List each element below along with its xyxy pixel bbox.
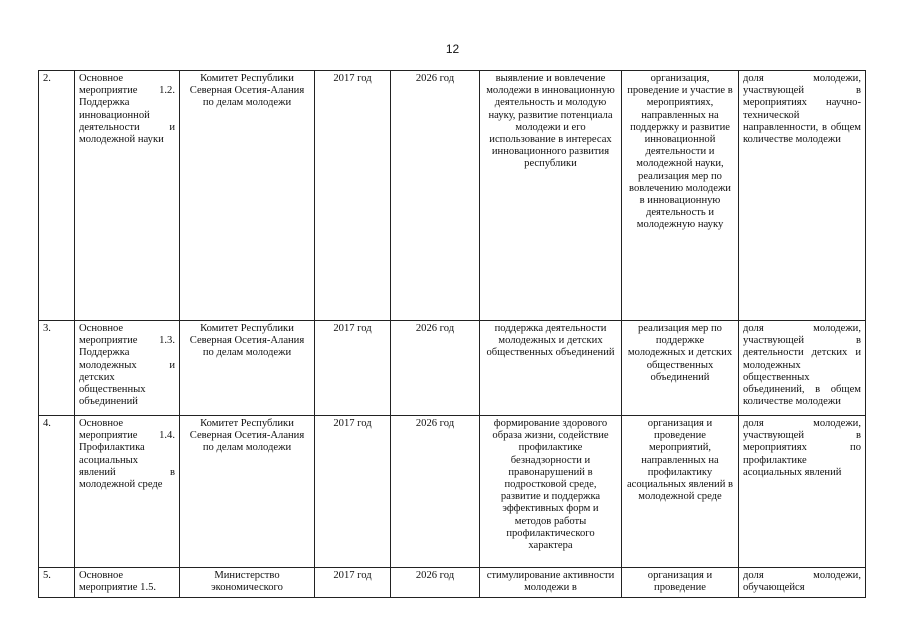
row-number: 3. [39,321,75,416]
activity-name: Основное мероприятие 1.2. Поддержка инновационной деятельности и молодежной науки [75,71,180,321]
main-actions: организация и проведение [622,568,739,598]
table-row [39,416,866,568]
indicator: доля молодежи, участвующей в мероприятиях научно-технической направленности, в общем количестве молодежи [739,71,866,321]
main-actions: реализация мер по поддержке молодежных и детских общественных объединений [622,321,739,416]
executor: Комитет Республики Северная Осетия-Алания по делам молодежи [180,416,315,568]
main-actions: организация и проведение мероприятий, направленных на профилактику асоциальных явлений в молодежной среде [622,416,739,568]
program-activities-table [38,70,866,598]
expected-result: формирование здорового образа жизни, содействие профилактике безнадзорности и правонарушений в подростковой среде, развитие и поддержка эффективных форм и методов работы профилактического характера [480,416,622,568]
executor: Комитет Республики Северная Осетия-Алания по делам молодежи [180,321,315,416]
end-year: 2026 год [391,71,480,321]
indicator: доля молодежи, участвующей в деятельности детских и молодежных общественных объединений, в общем количестве молодежи [739,321,866,416]
indicator: доля молодежи, обучающейся [739,568,866,598]
expected-result: стимулирование активности молодежи в [480,568,622,598]
main-actions: организация, проведение и участие в мероприятиях, направленных на поддержку и развитие инновационной деятельности и молодежной науки, реализация мер по вовлечению молодежи в инновационную деятельность и молодежную науку [622,71,739,321]
start-year: 2017 год [315,321,391,416]
row-number: 5. [39,568,75,598]
end-year: 2026 год [391,416,480,568]
activity-name: Основное мероприятие 1.4. Профилактика асоциальных явлений в молодежной среде [75,416,180,568]
page-number: 12 [445,42,460,56]
executor: Министерство экономического [180,568,315,598]
activity-name: Основное мероприятие 1.5. [75,568,180,598]
expected-result: поддержка деятельности молодежных и детских общественных объединений [480,321,622,416]
start-year: 2017 год [315,568,391,598]
expected-result: выявление и вовлечение молодежи в инновационную деятельность и молодую науку, развитие потенциала молодежи и его использование в интересах инновационного развития республики [480,71,622,321]
start-year: 2017 год [315,416,391,568]
table-row [39,568,866,598]
end-year: 2026 год [391,568,480,598]
end-year: 2026 год [391,321,480,416]
activity-name: Основное мероприятие 1.3. Поддержка молодежных и детских общественных объединений [75,321,180,416]
table-row [39,71,866,321]
row-number: 4. [39,416,75,568]
table-row [39,321,866,416]
indicator: доля молодежи, участвующей в мероприятиях по профилактике асоциальных явлений [739,416,866,568]
row-number: 2. [39,71,75,321]
executor: Комитет Республики Северная Осетия-Алания по делам молодежи [180,71,315,321]
start-year: 2017 год [315,71,391,321]
